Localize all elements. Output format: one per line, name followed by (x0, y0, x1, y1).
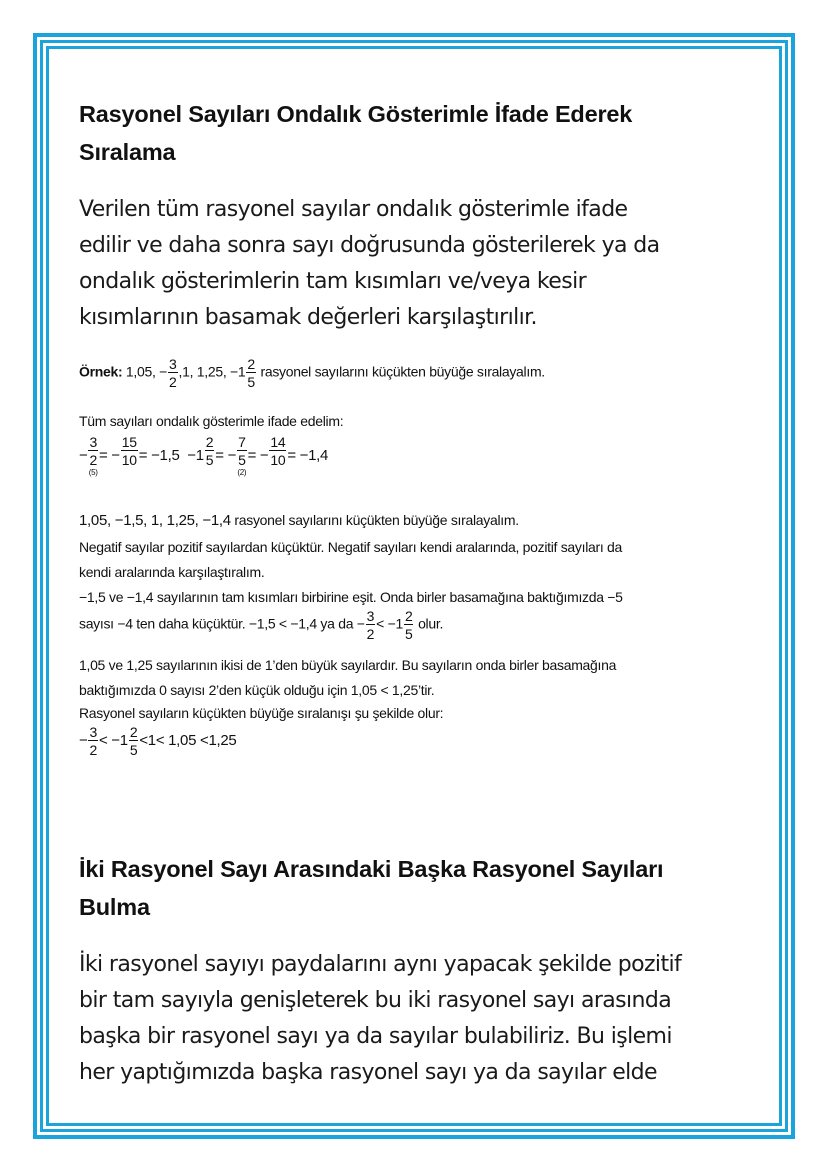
compare-line2: sayısı −4 ten daha küçüktür. −1,5 < −1,4 ya da − $\frac{3}{2}$ < −1 $\frac{2}{5}$ olur. (79, 608, 444, 642)
list-line (79, 512, 519, 529)
positive-line1: 1,05 ve 1,25 sayılarının ikisi de 1’den büyük sayılardır. Bu sayıların onda birler basamağına (79, 657, 617, 673)
result-a: = −1,5 (138, 446, 180, 464)
paragraph-line: İki rasyonel sayıyı paydalarını aynı yapacak şekilde pozitif (79, 952, 682, 977)
paragraph-line: kısımlarının basamak değerleri karşılaştırılır. (79, 305, 537, 330)
fraction: $\frac{3}{2}$ (89, 724, 97, 758)
fraction: $\frac{3}{2}$ (366, 608, 375, 642)
compare-line1: −1,5 ve −1,4 sayılarının tam kısımları birbirine eşit. Onda birler basamağına baktığımızda −5 (79, 589, 623, 605)
fraction: $\frac{2}{5}$ (404, 608, 413, 642)
example-block (79, 357, 779, 817)
example-label: Örnek: (79, 363, 123, 380)
section2-paragraph (79, 947, 681, 1091)
paragraph-line: edilir ve daha sonra sayı doğrusunda gösterilerek ya da (79, 233, 660, 258)
example-step1: Tüm sayıları ondalık gösterimle ifade edelim: (79, 413, 344, 429)
fraction: $\frac{2}{5}$ (247, 356, 255, 390)
fraction: $\frac{15}{10}$ (121, 434, 137, 468)
section1-paragraph (79, 192, 660, 336)
positive-line2: baktığımızda 0 sayısı 2’den küçük olduğu için 1,05 < 1,25’tir. (79, 682, 435, 698)
paragraph-line: her yaptığımızda başka rasyonel sayı ya da sayılar elde (79, 1060, 657, 1085)
example-numbers: 1,05, − (125, 363, 168, 380)
fraction: $\frac{2}{5}$ (205, 434, 214, 468)
final-order: − $\frac{3}{2}$ < −1 $\frac{2}{5}$ <1< 1,05 <1,25 (79, 724, 237, 758)
conversion-equations: − 3 2 (5) = − $\frac{15}{10}$ = −1,5 −1 $\frac{2}{5}$ = − 7 5 (2) = − $\frac{14}{10}$ = −1,4 (79, 434, 329, 477)
example-text: rasyonel sayılarını küçükten büyüğe sıralayalım. (256, 363, 545, 380)
paragraph-line: ondalık gösterimlerin tam kısımları ve/veya kesir (79, 269, 587, 294)
mixed-whole: −1 (187, 446, 204, 464)
list-suffix: rasyonel sayılarını küçükten büyüğe sıralayalım. (234, 512, 519, 528)
fraction: $\frac{2}{5}$ (129, 724, 138, 758)
negative-line2: kendi aralarında karşılaştıralım. (79, 564, 265, 580)
section2-heading-line2: Bulma (79, 894, 150, 920)
order-intro: Rasyonel sayıların küçükten büyüğe sıralanışı şu şekilde olur: (79, 705, 444, 721)
fraction: $\frac{3}{2}$ (169, 356, 177, 390)
paragraph-line: bir tam sayıyla genişleterek bu iki rasyonel sayı arasında (79, 988, 672, 1013)
section1-heading (79, 95, 632, 171)
section1-heading-line1: Rasyonel Sayıları Ondalık Gösterimle İfade Ederek (79, 101, 633, 127)
number-list: 1,05, −1,5, 1, 1,25, −1,4 (79, 512, 231, 529)
example-statement (79, 357, 545, 389)
section2-heading (79, 850, 663, 926)
negative-line1: Negatif sayılar pozitif sayılardan küçüktür. Negatif sayıları kendi aralarında, pozitif sayıları da (79, 539, 623, 555)
paragraph-line: Verilen tüm rasyonel sayılar ondalık gösterimle ifade (79, 197, 628, 222)
section2-heading-line1: İki Rasyonel Sayı Arasındaki Başka Rasyonel Sayıları (79, 856, 664, 882)
fraction: 7 5 (2) (237, 434, 247, 477)
section1-heading-line2: Sıralama (79, 139, 176, 165)
paragraph-line: başka bir rasyonel sayı ya da sayılar bulabiliriz. Bu işlemi (79, 1024, 672, 1049)
result-b: = −1,4 (287, 446, 329, 464)
fraction: $\frac{14}{10}$ (270, 434, 286, 468)
example-numbers: ,1, 1,25, −1 (178, 363, 246, 380)
fraction: 3 2 (5) (88, 434, 98, 477)
